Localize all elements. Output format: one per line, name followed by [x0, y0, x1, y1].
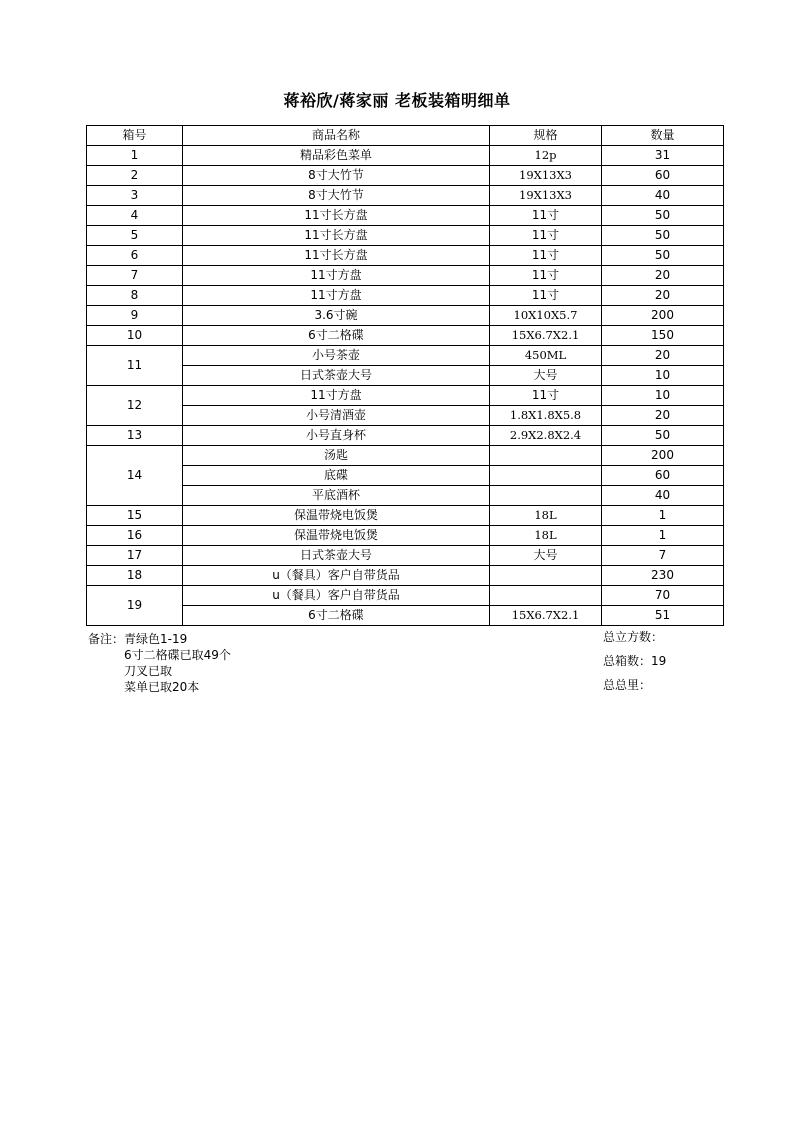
item-name-cell: 11寸方盘: [183, 266, 490, 286]
item-name-cell: 平底酒杯: [183, 486, 490, 506]
summary-block: [603, 629, 666, 701]
box-no-cell: 15: [87, 506, 183, 526]
quantity-cell: 150: [602, 326, 724, 346]
quantity-cell: 20: [602, 266, 724, 286]
table-row: [87, 426, 724, 446]
item-name-cell: 保温带烧电饭煲: [183, 526, 490, 546]
item-name-cell: 日式茶壶大号: [183, 366, 490, 386]
quantity-cell: 10: [602, 386, 724, 406]
table-row: [87, 226, 724, 246]
item-name-cell: 6寸二格碟: [183, 606, 490, 626]
box-no-cell: 2: [87, 166, 183, 186]
box-no-cell: 6: [87, 246, 183, 266]
item-name-cell: 11寸长方盘: [183, 246, 490, 266]
box-no-cell: 5: [87, 226, 183, 246]
item-name-cell: 小号直身杯: [183, 426, 490, 446]
box-no-cell: 9: [87, 306, 183, 326]
header-box-no: 箱号: [87, 126, 183, 146]
table-row: [87, 206, 724, 226]
quantity-cell: 40: [602, 186, 724, 206]
spec-cell: 19X13X3: [490, 166, 602, 186]
notes-block: [88, 631, 231, 695]
quantity-cell: 31: [602, 146, 724, 166]
quantity-cell: 200: [602, 446, 724, 466]
item-name-cell: 11寸长方盘: [183, 226, 490, 246]
item-name-cell: u（餐具）客户自带货品: [183, 586, 490, 606]
item-name-cell: 汤匙: [183, 446, 490, 466]
box-no-cell: 4: [87, 206, 183, 226]
table-row: [87, 566, 724, 586]
spec-cell: 15X6.7X2.1: [490, 326, 602, 346]
item-name-cell: 日式茶壶大号: [183, 546, 490, 566]
notes-line-3: 刀叉已取: [124, 664, 173, 678]
spec-cell: 11寸: [490, 226, 602, 246]
quantity-cell: 50: [602, 426, 724, 446]
spec-cell: [490, 466, 602, 486]
table-row: [87, 506, 724, 526]
table-row: [87, 186, 724, 206]
item-name-cell: 11寸方盘: [183, 386, 490, 406]
quantity-cell: 50: [602, 226, 724, 246]
header-quantity: 数量: [602, 126, 724, 146]
notes-label: 备注：: [88, 632, 125, 646]
table-row: [87, 266, 724, 286]
table-row: [87, 246, 724, 266]
quantity-cell: 20: [602, 286, 724, 306]
header-spec: 规格: [490, 126, 602, 146]
item-name-cell: 3.6寸碗: [183, 306, 490, 326]
table-row: [87, 166, 724, 186]
quantity-cell: 10: [602, 366, 724, 386]
table-row: [87, 406, 724, 426]
item-name-cell: 小号清酒壶: [183, 406, 490, 426]
notes-first-line: [88, 631, 231, 647]
table-row: [87, 526, 724, 546]
table-row: [87, 286, 724, 306]
quantity-cell: 70: [602, 586, 724, 606]
box-no-cell: 13: [87, 426, 183, 446]
spec-cell: 11寸: [490, 286, 602, 306]
notes-line-2: 6寸二格碟已取49个: [124, 648, 231, 662]
spec-cell: 450ML: [490, 346, 602, 366]
table-row: [87, 546, 724, 566]
packing-list-table: [86, 125, 724, 626]
item-name-cell: 6寸二格碟: [183, 326, 490, 346]
item-name-cell: 11寸长方盘: [183, 206, 490, 226]
spec-cell: 11寸: [490, 206, 602, 226]
spec-cell: 大号: [490, 366, 602, 386]
spec-cell: 11寸: [490, 386, 602, 406]
spec-cell: [490, 586, 602, 606]
quantity-cell: 20: [602, 346, 724, 366]
table-row: [87, 346, 724, 366]
quantity-cell: 51: [602, 606, 724, 626]
spec-cell: 18L: [490, 506, 602, 526]
spec-cell: 1.8X1.8X5.8: [490, 406, 602, 426]
spec-cell: 15X6.7X2.1: [490, 606, 602, 626]
spec-cell: 10X10X5.7: [490, 306, 602, 326]
box-no-cell: 7: [87, 266, 183, 286]
total-volume-label: 总立方数：: [603, 630, 664, 644]
quantity-cell: 200: [602, 306, 724, 326]
item-name-cell: u（餐具）客户自带货品: [183, 566, 490, 586]
table-row: [87, 586, 724, 606]
box-no-cell: 19: [87, 586, 183, 626]
box-no-cell: 11: [87, 346, 183, 386]
item-name-cell: 精品彩色菜单: [183, 146, 490, 166]
box-no-cell: 14: [87, 446, 183, 506]
table-row: [87, 326, 724, 346]
notes-line-4: 菜单已取20本: [124, 680, 200, 694]
quantity-cell: 50: [602, 206, 724, 226]
item-name-cell: 8寸大竹节: [183, 186, 490, 206]
box-no-cell: 12: [87, 386, 183, 426]
spec-cell: [490, 566, 602, 586]
spec-cell: 11寸: [490, 246, 602, 266]
quantity-cell: 40: [602, 486, 724, 506]
spec-cell: 大号: [490, 546, 602, 566]
box-no-cell: 10: [87, 326, 183, 346]
box-no-cell: 8: [87, 286, 183, 306]
table-row: [87, 146, 724, 166]
spec-cell: [490, 486, 602, 506]
table-row: [87, 466, 724, 486]
box-no-cell: 1: [87, 146, 183, 166]
table-row: [87, 446, 724, 466]
item-name-cell: 11寸方盘: [183, 286, 490, 306]
notes-line-1: 青绿色1-19: [124, 632, 188, 646]
item-name-cell: 底碟: [183, 466, 490, 486]
table-row: [87, 606, 724, 626]
item-name-cell: 小号茶壶: [183, 346, 490, 366]
item-name-cell: 保温带烧电饭煲: [183, 506, 490, 526]
spec-cell: 11寸: [490, 266, 602, 286]
box-no-cell: 17: [87, 546, 183, 566]
quantity-cell: 7: [602, 546, 724, 566]
item-name-cell: 8寸大竹节: [183, 166, 490, 186]
total-boxes-label: 总箱数：19: [603, 654, 667, 668]
spec-cell: 12p: [490, 146, 602, 166]
table-header-row: [87, 126, 724, 146]
spec-cell: 18L: [490, 526, 602, 546]
quantity-cell: 230: [602, 566, 724, 586]
spec-cell: 2.9X2.8X2.4: [490, 426, 602, 446]
quantity-cell: 1: [602, 526, 724, 546]
table-row: [87, 486, 724, 506]
quantity-cell: 60: [602, 166, 724, 186]
box-no-cell: 18: [87, 566, 183, 586]
total-weight-label: 总总里：: [603, 678, 652, 692]
quantity-cell: 60: [602, 466, 724, 486]
spec-cell: [490, 446, 602, 466]
table-row: [87, 306, 724, 326]
header-item-name: 商品名称: [183, 126, 490, 146]
spec-cell: 19X13X3: [490, 186, 602, 206]
document-title: 蒋裕欣/蒋家丽 老板装箱明细单: [283, 91, 511, 110]
quantity-cell: 1: [602, 506, 724, 526]
table-row: [87, 366, 724, 386]
box-no-cell: 16: [87, 526, 183, 546]
table-row: [87, 386, 724, 406]
quantity-cell: 20: [602, 406, 724, 426]
box-no-cell: 3: [87, 186, 183, 206]
quantity-cell: 50: [602, 246, 724, 266]
